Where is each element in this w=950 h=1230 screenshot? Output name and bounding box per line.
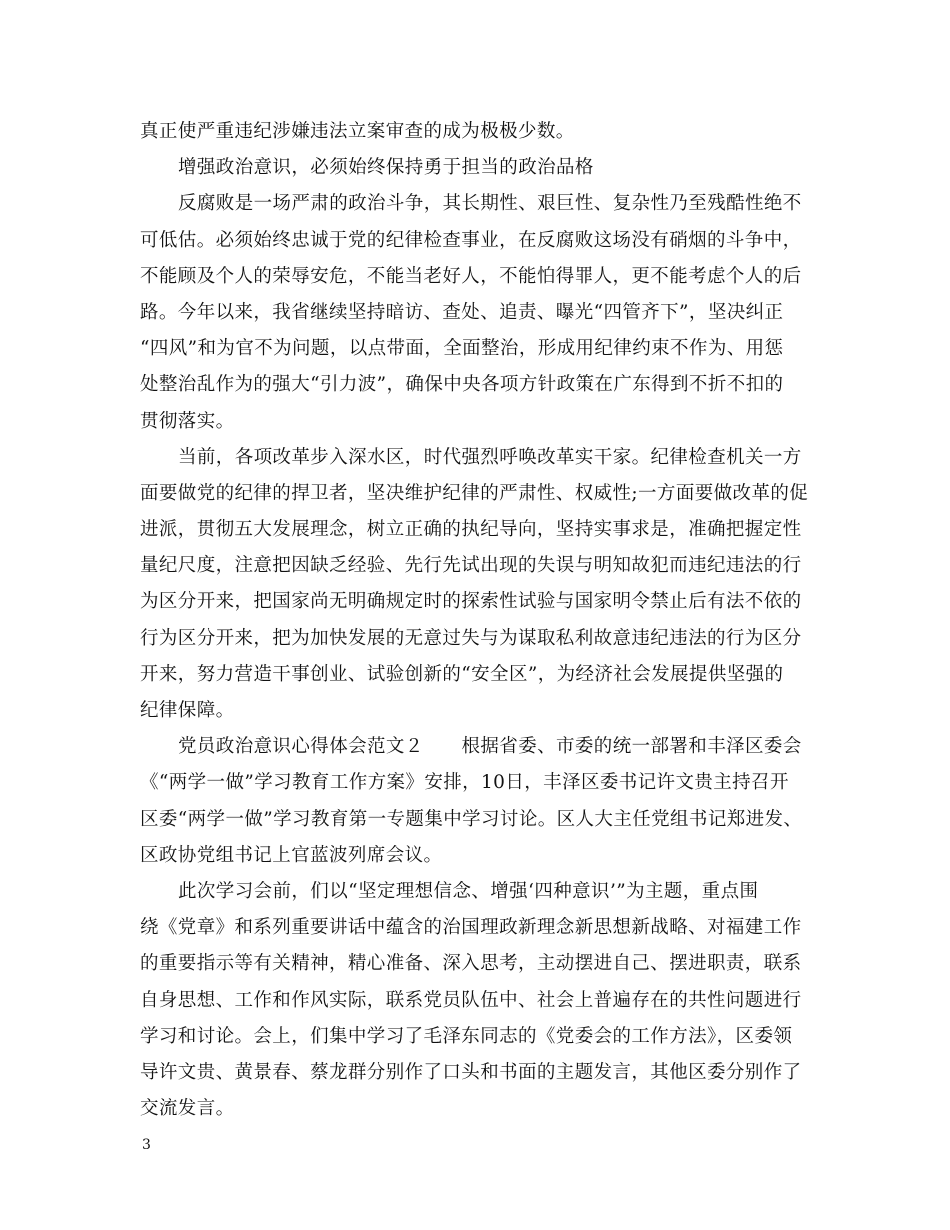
text-line: 此次学习会前，们以“坚定理想信念、增强‘四种意识’”为主题，重点围: [178, 880, 759, 902]
text-line: “四风”和为官不为问题，以点带面，全面整治，形成用纪律约束不作为、用惩: [140, 338, 784, 360]
text-line: 反腐败是一场严肃的政治斗争，其长期性、艰巨性、复杂性乃至残酷性绝不: [178, 193, 802, 215]
text-line: 开来，努力营造干事创业、试验创新的“安全区”，为经济社会发展提供坚强的: [140, 663, 784, 685]
text-line: 纪律保障。: [140, 700, 235, 721]
text-line: 绕《党章》和系列重要讲话中蕴含的治国理政新理念新思想新战略、对福建工作: [140, 917, 802, 939]
text-line: 自身思想、工作和作风实际，联系党员队伍中、社会上普遍存在的共性问题进行: [140, 989, 802, 1011]
page-number: 3: [142, 1137, 151, 1153]
text-line: 贯彻落实。: [140, 410, 235, 432]
text-line: 的重要指示等有关精神，精心准备、深入思考，主动摆进自己、摆进职责，联系: [140, 953, 802, 975]
text-line: 可低估。必须始终忠诚于党的纪律检查事业，在反腐败这场没有硝烟的斗争中，: [140, 229, 802, 251]
text-line: 党员政治意识心得体会范文２ 根据省委、市委的统一部署和丰泽区委会: [178, 736, 802, 758]
text-line: 进派，贯彻五大发展理念，树立正确的执纪导向，坚持实事求是，准确把握定性: [140, 519, 802, 541]
body-text: [140, 114, 820, 1127]
text-line: 区政协党组书记上官蓝波列席会议。: [140, 844, 443, 866]
text-line: 量纪尺度，注意把因缺乏经验、先行先试出现的失误与明知故犯而违纪违法的行: [140, 555, 802, 577]
text-line: 真正使严重违纪涉嫌违法立案审查的成为极极少数。: [140, 121, 575, 142]
text-line: 学习和讨论。会上，们集中学习了毛泽东同志的《党委会的工作方法》，区委领: [140, 1025, 793, 1047]
text-line: 导许文贵、黄景春、蔡龙群分别作了口头和书面的主题发言，其他区委分别作了: [140, 1061, 802, 1083]
text-line: 面要做党的纪律的捍卫者，坚决维护纪律的严肃性、权威性;一方面要做改革的促: [140, 482, 809, 504]
text-line: 当前，各项改革步入深水区，时代强烈呼唤改革实干家。纪律检查机关一方: [178, 446, 802, 468]
text-line: 交流发言。: [140, 1098, 235, 1120]
text-line: 处整治乱作为的强大“引力波”，确保中央各项方针政策在广东得到不折不扣的: [140, 374, 784, 396]
text-line: 行为区分开来，把为加快发展的无意过失与为谋取私利故意违纪违法的行为区分: [140, 627, 802, 649]
text-line: 区委“两学一做”学习教育第一专题集中学习讨论。区人大主任党组书记郑进发、: [140, 808, 803, 830]
text-line: 为区分开来，把国家尚无明确规定时的探索性试验与国家明令禁止后有法不依的: [140, 591, 802, 613]
text-line: 路。今年以来，我省继续坚持暗访、查处、追责、曝光“四管齐下”，坚决纠正: [140, 301, 784, 323]
text-line: 不能顾及个人的荣辱安危，不能当老好人，不能怕得罪人，更不能考虑个人的后: [140, 265, 802, 287]
text-line: 《“两学一做”学习教育工作方案》安排，10日，丰泽区委书记许文贵主持召开: [140, 772, 789, 794]
text-line: 增强政治意识，必须始终保持勇于担当的政治品格: [178, 157, 594, 179]
